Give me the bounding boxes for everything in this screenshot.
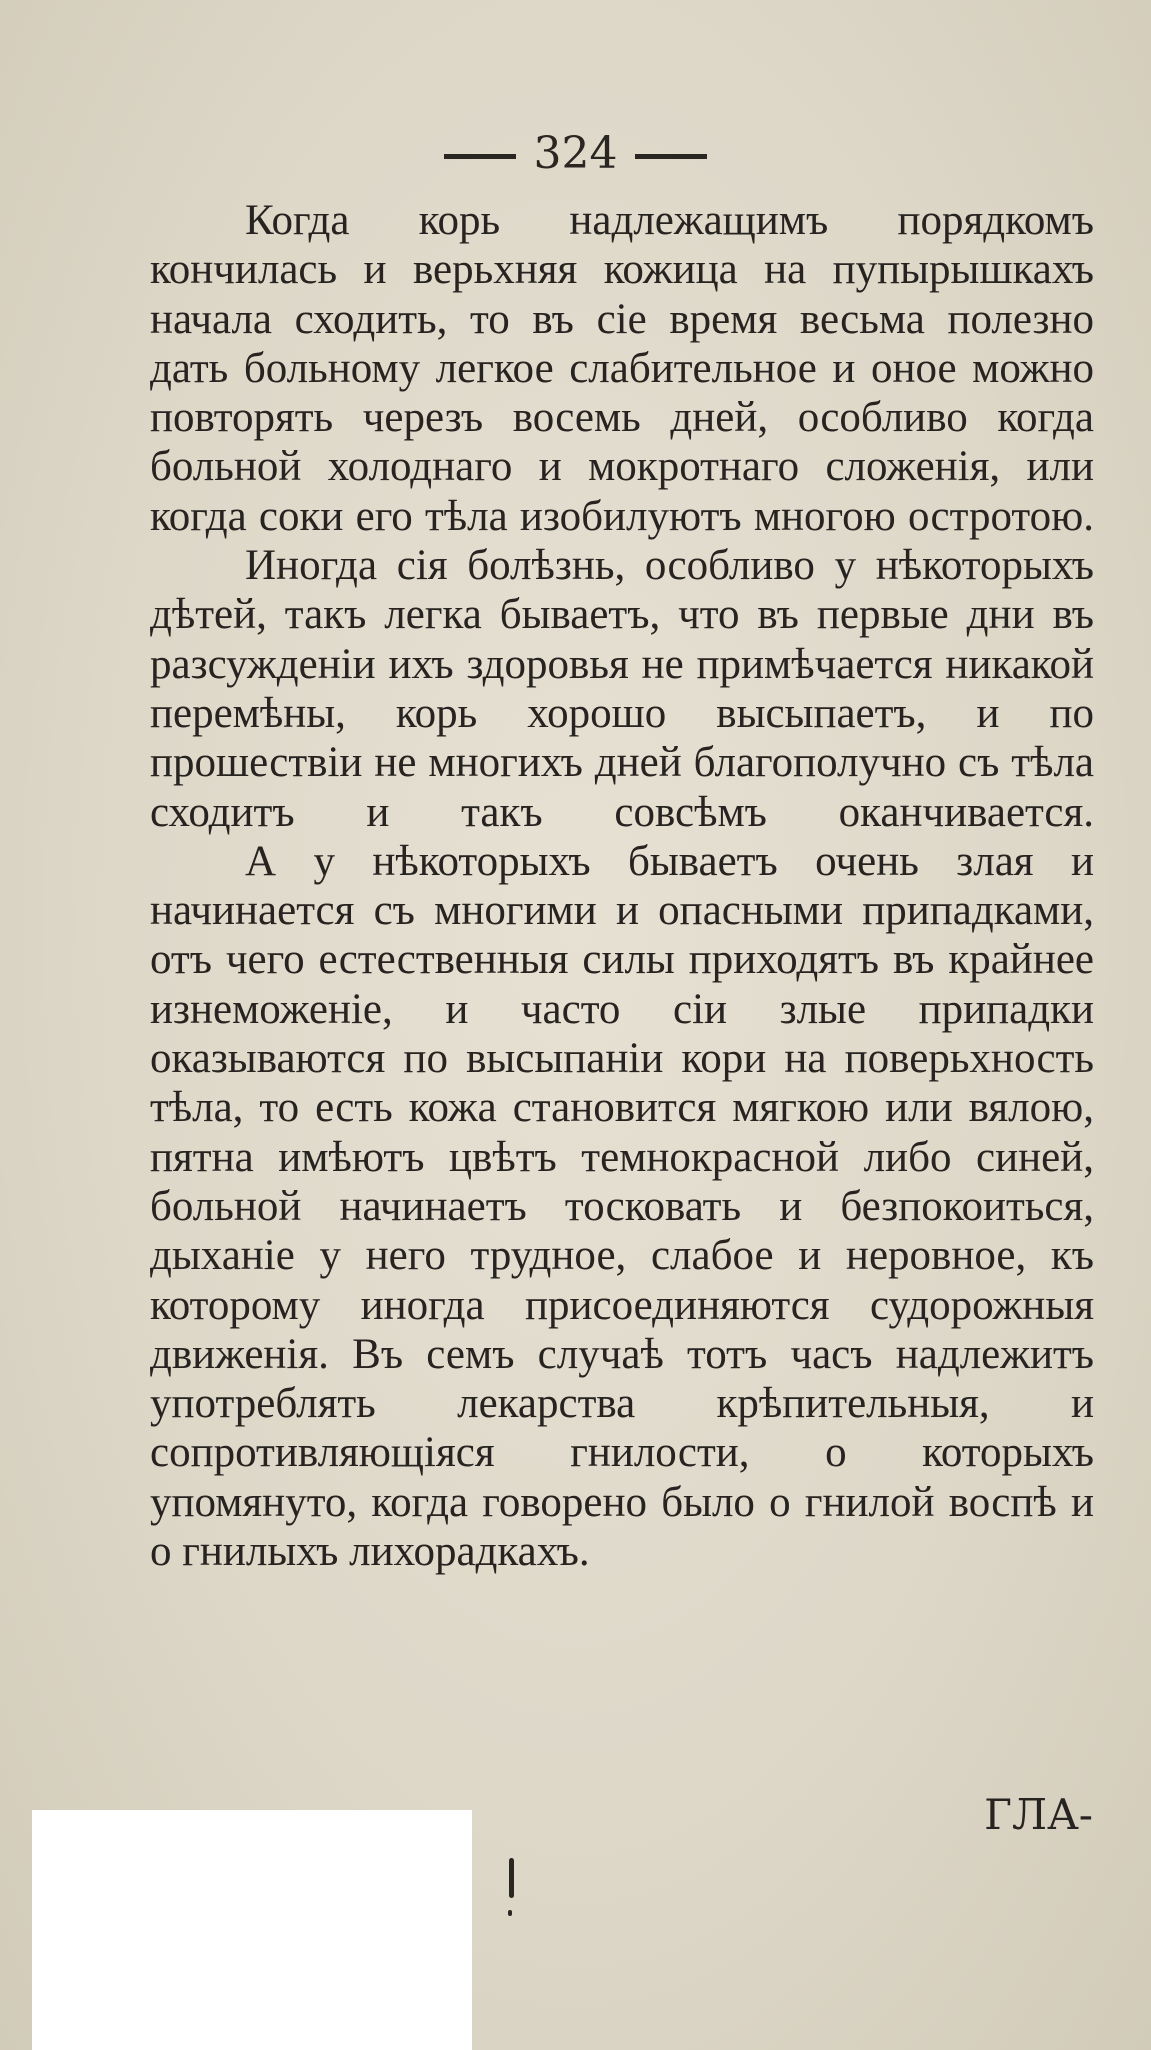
blank-patch: [32, 1810, 472, 2050]
ink-mark: [509, 1858, 514, 1898]
header-rule-right: [635, 154, 707, 159]
ink-mark: [508, 1910, 512, 1916]
page-header: [0, 128, 1151, 179]
body-text: [150, 196, 1094, 1576]
paragraph: А у нѣкоторыхъ бываетъ очень злая и начинается съ многими и опасными припадками, отъ чего естественныя силы приходятъ въ крайнее изнеможенiе, и часто сiи злые припадки оказываются по высыпанiи кори на поверьхность тѣла, то есть кожа становится мягкою или вялою, пятна имѣютъ цвѣтъ темнокрасной либо синей, больной начинаетъ тосковать и безпокоиться, дыханiе у него трудное, слабое и неровное, къ которому иногда присоединяются судорожныя движенiя. Въ семъ случаѣ тотъ часъ надлежитъ употреблять лекарства крѣпительныя, и сопротивляющiяся гнилости, о которыхъ упомянуто, когда говорено было о гнилой воспѣ и о гнилыхъ лихорадкахъ.: [150, 837, 1094, 1576]
header-rule-left: [444, 154, 516, 159]
catchword: ГЛА-: [984, 1790, 1093, 1839]
page-number: 324: [533, 128, 618, 179]
paragraph: Когда корь надлежащимъ порядкомъ кончилась и верьхняя кожица на пупырышкахъ начала сходить, то въ сiе время весьма полезно дать больному легкое слабительное и оное можно повторять черезъ восемь дней, особливо когда больной холоднаго и мокротнаго сложенiя, или когда соки его тѣла изобилуютъ многою остротою.: [150, 197, 1094, 540]
paragraph: Иногда сiя болѣзнь, особливо у нѣкоторыхъ дѣтей, такъ легка бываетъ, что въ первые дни въ разсужденiи ихъ здоровья не примѣчается никакой перемѣны, корь хорошо высыпаетъ, и по прошествiи не многихъ дней благополучно съ тѣла сходитъ и такъ совсѣмъ оканчивается.: [150, 542, 1094, 836]
